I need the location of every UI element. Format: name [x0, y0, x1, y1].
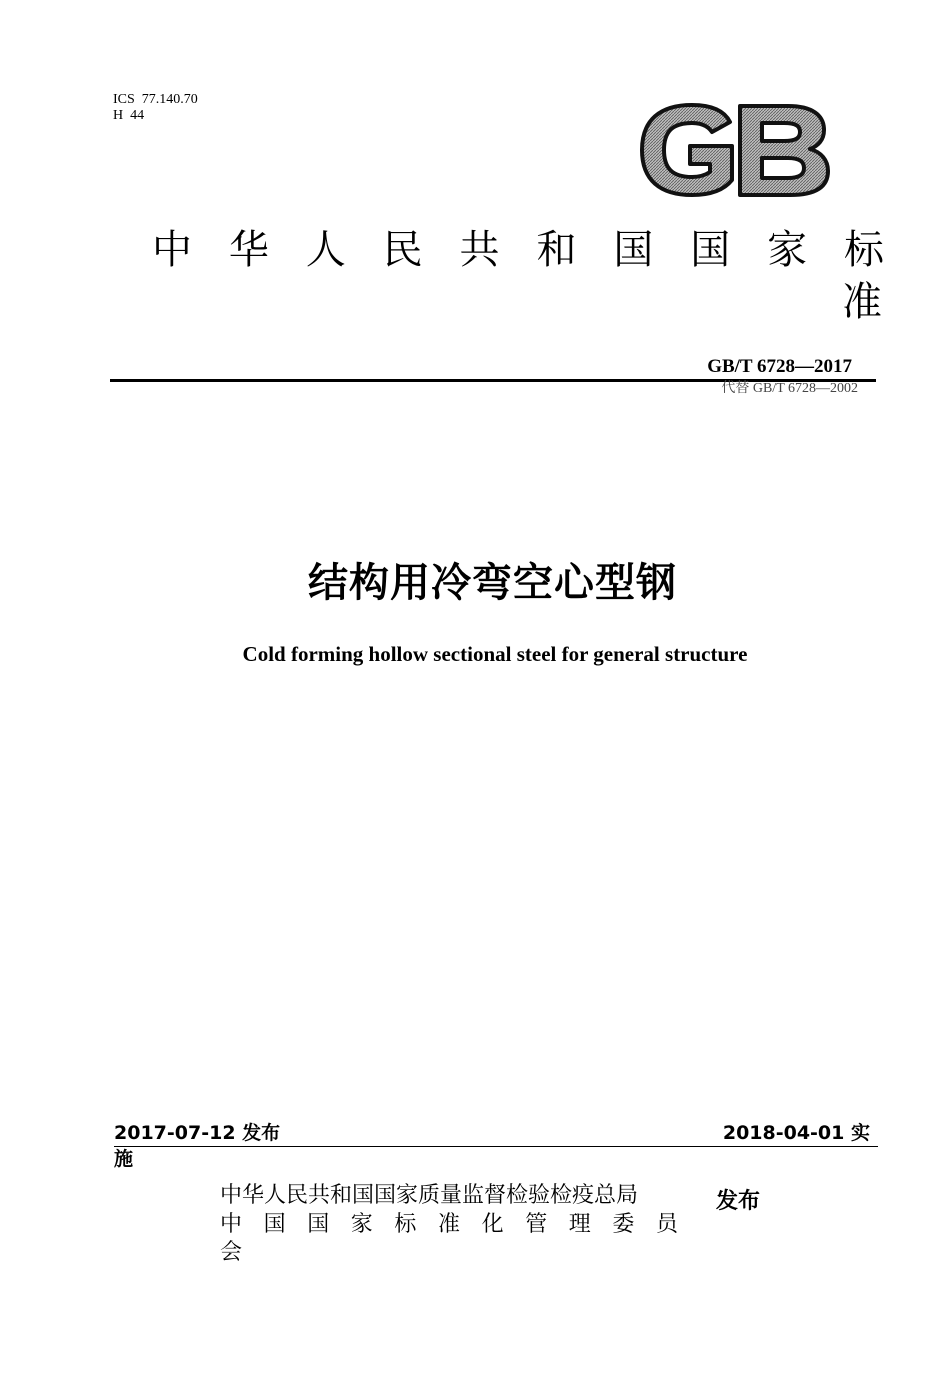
document-title-english: Cold forming hollow sectional steel for general structure [242, 642, 748, 666]
publish-date: 2017-07-12 发布 [114, 1122, 281, 1144]
issuer-aqsiq: 中华人民共和国国家质量监督检验检疫总局 [220, 1183, 639, 1208]
issuer-sac: 中 国 国 家 标 准 化 管 理 委 员 [220, 1212, 678, 1237]
document-title-chinese: 结构用冷弯空心型钢 [308, 560, 677, 606]
gb-logo-icon [638, 102, 830, 198]
implement-date: 2018-04-01 实 [722, 1122, 870, 1144]
ics-code: ICS 77.140.70 [113, 92, 198, 107]
classification-codes [113, 92, 198, 124]
ccs-code: H 44 [113, 108, 145, 123]
issuer-sac-wrap: 会 [220, 1240, 243, 1265]
implement-date-wrap: 施 [114, 1148, 134, 1170]
footer-divider [114, 1146, 878, 1147]
issue-label: 发布 [716, 1189, 761, 1214]
national-standard-heading-wrap: 准 [842, 279, 882, 324]
standard-number: GB/T 6728—2017 [707, 356, 852, 377]
replaces-standard: 代替 GB/T 6728—2002 [721, 381, 858, 396]
national-standard-heading: 中 华 人 民 共 和 国 国 家 标 [152, 227, 884, 272]
